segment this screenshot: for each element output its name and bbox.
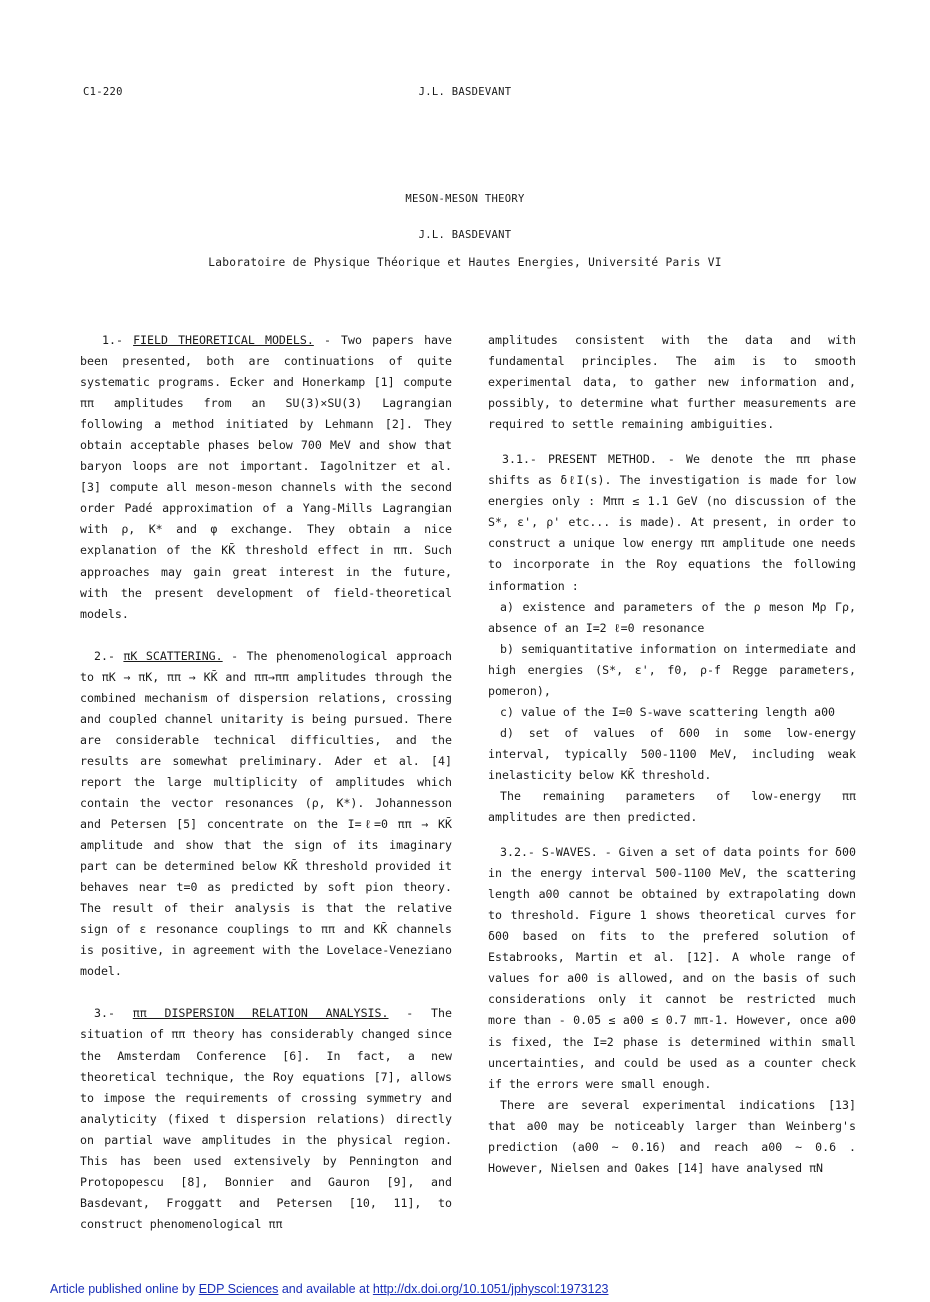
- item-c: c) value of the I=0 S-wave scattering length a00: [500, 704, 836, 719]
- item-a: a) existence and parameters of the ρ meson Mρ Γρ, absence of an I=2 ℓ=0 resonance: [488, 599, 856, 635]
- section-3-2-number: 3.2.-: [500, 845, 542, 860]
- section-2-number: 2.-: [94, 648, 124, 663]
- doi-link[interactable]: http://dx.doi.org/10.1051/jphyscol:1973123: [372, 1282, 609, 1296]
- left-column: [80, 330, 452, 1235]
- section-1-body: - Two papers have been presented, both are continuations of quite systematic programs. Ecker and Honerkamp [1] compute ππ amplitudes from an SU(3)×SU(3) Lagrangian following a method initiated by Lehmann [2]. They obtain acceptable phases below 700 MeV and show that baryon loops are not important. Iagolnitzer et al. [3] compute all meson-meson channels with the second order Padé approximation of a Yang-Mills Lagrangian with ρ, K* and φ exchange. They obtain a nice explanation of the KK̄ threshold effect in ππ. Such approaches may gain great interest in the future, with the present development of field-theoretical models.: [80, 333, 452, 621]
- paper-title: MESON-MESON THEORY: [405, 193, 525, 205]
- section-2-body: - The phenomenological approach to πK → πK, ππ → KK̄ and ππ→ππ amplitudes through the combined mechanism of dispersion relations, crossing and coupled channel unitarity is being pursued. There are considerable technical difficulties, and the results are somewhat preliminary. Ader et al. [4] report the large multiplicity of amplitudes which contain the vector resonances (ρ, K*). Johannesson and Petersen [5] concentrate on the I=ℓ=0 ππ → KK̄ amplitude and show that the sign of its imaginary part can be determined below KK̄ threshold provided it behaves near t=0 as predicted by soft pion theory. The result of their analysis is that the relative sign of ε resonance couplings to ππ and KK̄ channels is positive, in agreement with the Lovelace-Veneziano model.: [80, 648, 452, 979]
- section-3-part-2: amplitudes consistent with the data and with fundamental principles. The aim is to smooth experimental data, to gather new information and, possibly, to determine what further measurements are required to settle remaining ambiguities.: [488, 333, 856, 432]
- section-1: [80, 330, 452, 625]
- section-3-2-body: - Given a set of data points for δ00 in the energy interval 500-1100 MeV, the scattering length a00 cannot be obtained by extrapolating down to threshold. Figure 1 shows theoretical curves for δ00 based on fits to the prefered solution of Estabrooks, Martin et al. [12]. A whole range of values for a00 is allowed, and on the basis of such considerations only it cannot be restricted much more than - 0.05 ≤ a00 ≤ 0.7 mπ-1. However, once a00 is fixed, the I=2 phase is determined within small uncertainties, and could be used as a counter check if the errors were small enough.: [488, 845, 856, 1091]
- section-3-2: [488, 842, 856, 1095]
- item-d: d) set of values of δ00 in some low-energy interval, typically 500-1100 MeV, including weak inelasticity below KK̄ threshold.: [488, 725, 856, 782]
- section-2-heading: πK SCATTERING.: [123, 648, 223, 663]
- footer-middle: and available at: [278, 1282, 373, 1296]
- section-3-1-closing: The remaining parameters of low-energy ππ amplitudes are then predicted.: [488, 788, 856, 825]
- paper-affiliation: Laboratoire de Physique Théorique et Hautes Energies, Université Paris VI: [208, 256, 722, 269]
- section-1-heading: FIELD THEORETICAL MODELS.: [133, 333, 314, 347]
- running-head: J.L. BASDEVANT: [418, 86, 512, 98]
- publication-footer: [50, 1282, 608, 1296]
- section-3-heading: ππ DISPERSION RELATION ANALYSIS.: [132, 1006, 389, 1021]
- page-number: C1-220: [83, 86, 123, 98]
- section-3-2-heading: S-WAVES.: [541, 845, 598, 860]
- section-1-number: 1.-: [102, 333, 134, 347]
- section-3-part-1: [80, 1003, 452, 1235]
- section-3-1-number: 3.1.-: [502, 452, 548, 467]
- item-b: b) semiquantitative information on intermediate and high energies (S*, ε', f0, ρ-f Regge parameters, pomeron),: [488, 641, 856, 698]
- section-3-number: 3.-: [94, 1006, 133, 1021]
- section-2: [80, 646, 452, 983]
- paper-author: J.L. BASDEVANT: [418, 229, 512, 241]
- section-3-2-para-2: There are several experimental indications [13] that a00 may be noticeably larger than Weinberg's prediction (a00 ~ 0.16) and reach a00 ~ 0.6 . However, Nielsen and Oakes [14] have analysed πN: [488, 1097, 856, 1175]
- footer-prefix: Article published online by: [50, 1282, 199, 1296]
- section-3-body-left: - The situation of ππ theory has considerably changed since the Amsterdam Conference [6]. In fact, a new theoretical technique, the Roy equations [7], allows to impose the requirements of crossing symmetry and analyticity (fixed t dispersion relations) directly on partial wave amplitudes in the physical region. This has been used extensively by Pennington and Protopopescu [8], Bonnier and Gauron [9], and Basdevant, Froggatt and Petersen [10, 11], to construct phenomenological ππ: [80, 1006, 452, 1231]
- section-3-1-heading: PRESENT METHOD.: [548, 452, 657, 467]
- right-column: [488, 330, 856, 1179]
- section-3-1-intro: - We denote the ππ phase shifts as δℓI(s). The investigation is made for low energies only : Mππ ≤ 1.1 GeV (no discussion of the S*, ε', ρ' etc... is made). At present, in order to construct a unique low energy ππ amplitude one needs to incorporate in the Roy equations the following information :: [488, 452, 856, 593]
- section-3-1: [488, 449, 856, 596]
- publisher-link[interactable]: EDP Sciences: [198, 1282, 279, 1296]
